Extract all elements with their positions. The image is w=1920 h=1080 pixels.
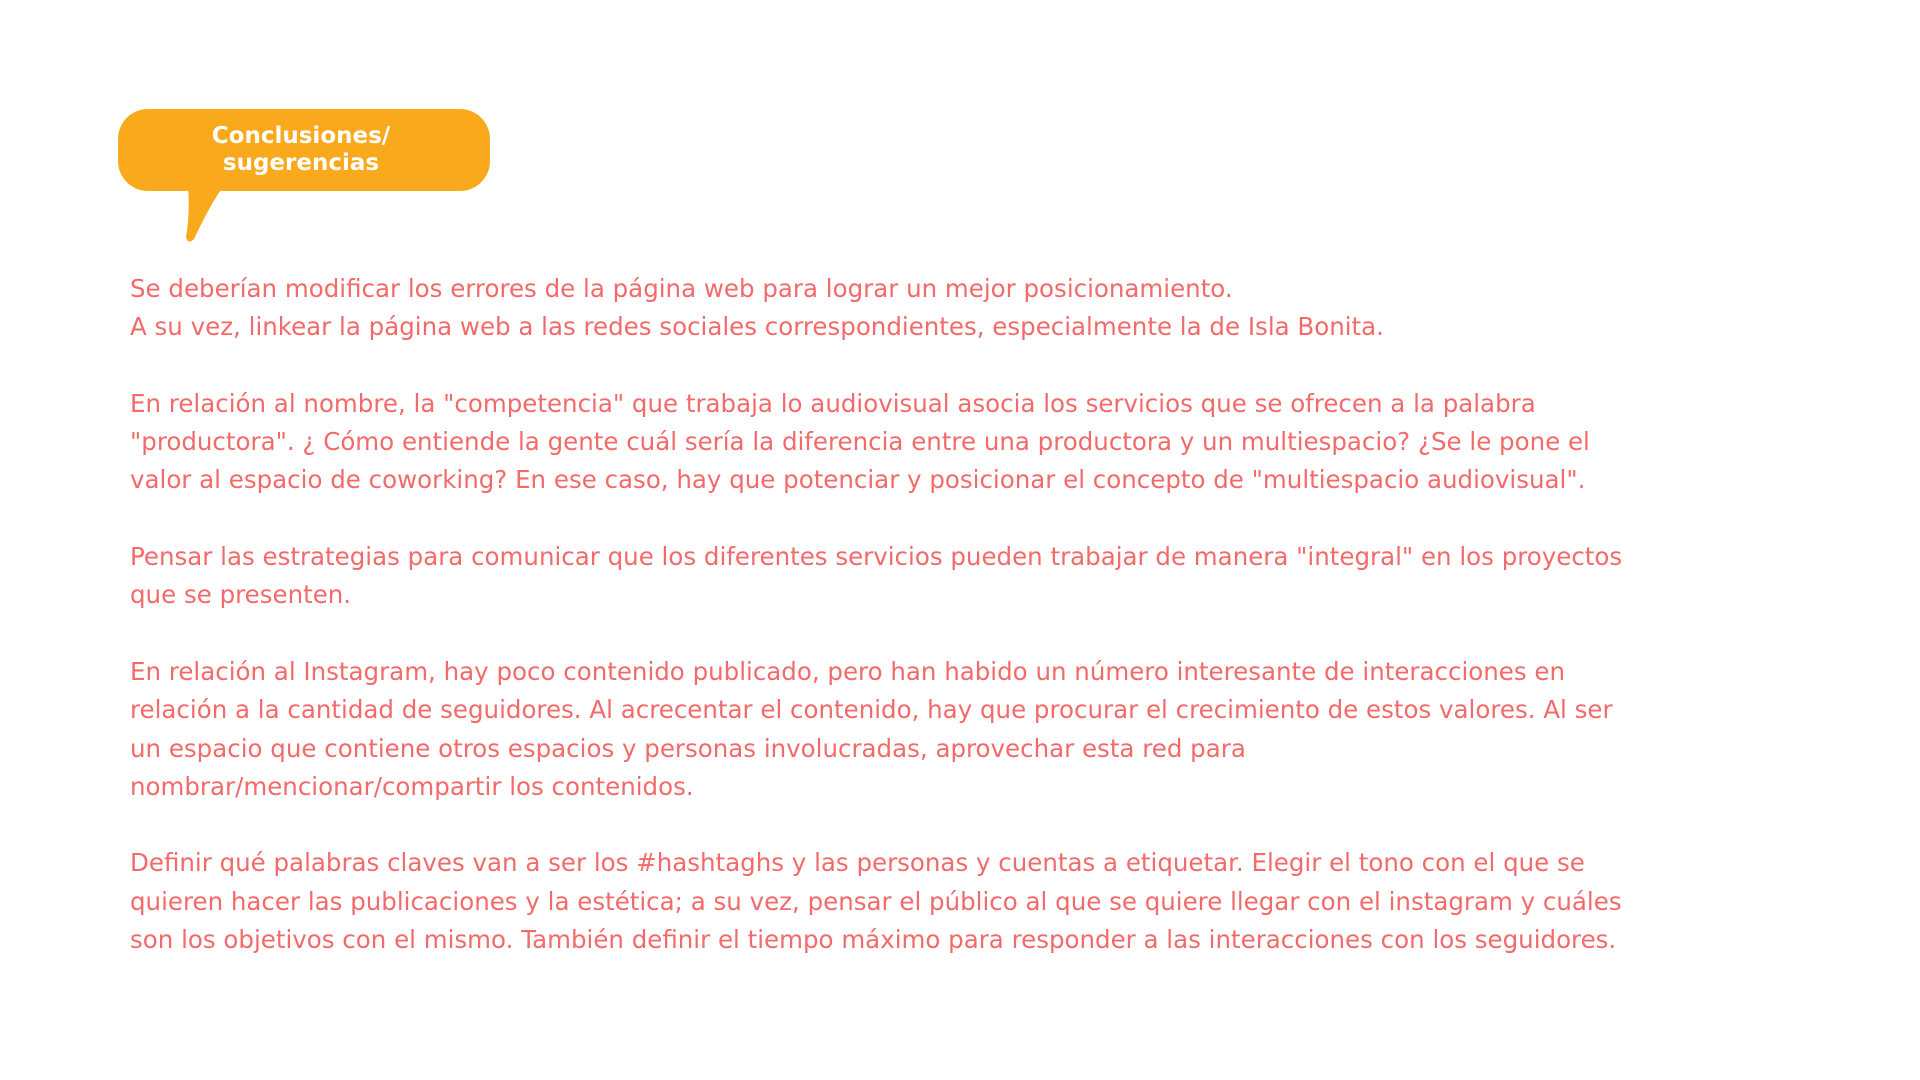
conclusions-body — [130, 270, 1830, 998]
section-title-line-1: Conclusiones/ — [211, 123, 391, 149]
speech-bubble — [118, 109, 490, 191]
paragraph-web-errors: Se deberían modificar los errores de la página web para lograr un mejor posicionamiento. A su vez, linkear la página web a las redes sociales correspondientes, especialmente la de Isla Bonita. — [130, 274, 1384, 342]
section-title-line-2: sugerencias — [222, 150, 380, 176]
paragraph-hashtags: Definir qué palabras claves van a ser los #hashtaghs y las personas y cuentas a etiquetar. Elegir el tono con el que se quieren hacer las publicaciones y la estética; a su vez, pensar el público al que se quiere llegar con el instagram y cuáles son los objetivos con el mismo. También definir el tiempo máximo para responder a las interacciones con los seguidores. — [130, 848, 1622, 955]
paragraph-instagram: En relación al Instagram, hay poco contenido publicado, pero han habido un número interesante de interacciones en relación a la cantidad de seguidores. Al acrecentar el contenido, hay que procurar el crecimiento de estos valores. Al ser un espacio que contiene otros espacios y personas involucradas, aprovechar esta red para nombrar/mencionar/compartir los contenidos. — [130, 656, 1613, 801]
section-title — [201, 123, 401, 177]
paragraph-strategies: Pensar las estrategias para comunicar que los diferentes servicios pueden trabajar de manera "integral" en los proyectos que se presenten. — [130, 542, 1623, 610]
paragraph-name-competition: En relación al nombre, la "competencia" que trabaja lo audiovisual asocia los servicios que se ofrecen a la palabra "productora". ¿ Cómo entiende la gente cuál sería la diferencia entre una productora y un multiespacio? ¿Se le pone el valor al espacio de coworking? En ese caso, hay que potenciar y posicionar el concepto de "multiespacio audiovisual". — [130, 388, 1590, 495]
speech-bubble-tail-icon — [180, 185, 240, 245]
